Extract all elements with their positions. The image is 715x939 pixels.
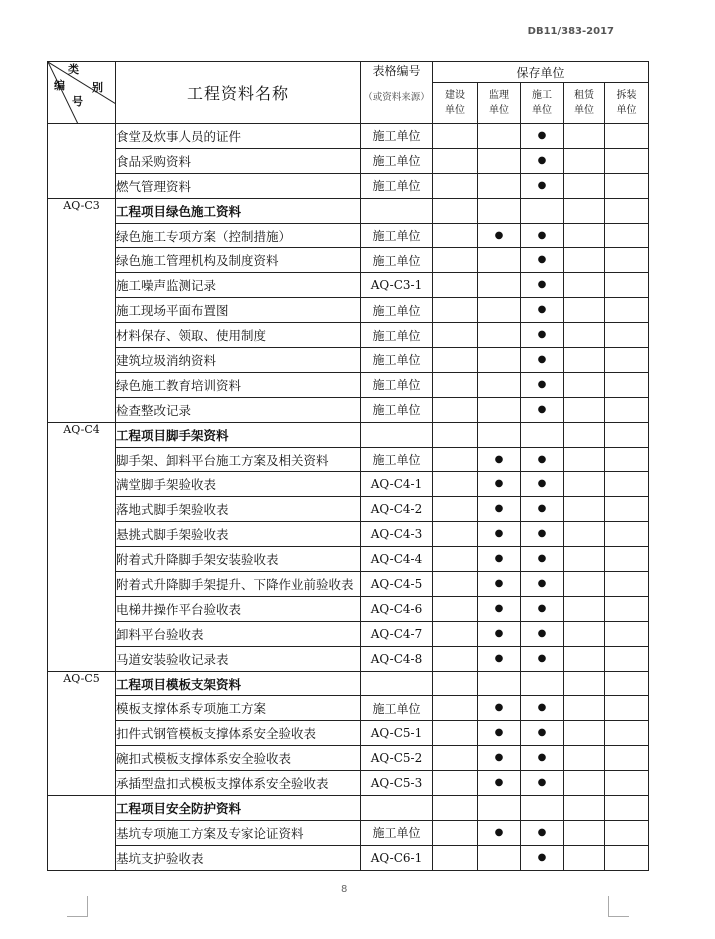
record-name: 附着式升降脚手架提升、下降作业前验收表 [116,572,361,597]
keep-mark-dot-icon: ● [521,372,564,397]
form-code: 施工单位 [361,298,433,323]
keep-mark-dot-icon: ● [521,621,564,646]
keep-mark-0 [433,845,478,870]
keep-mark-4 [605,522,649,547]
keep-mark-dot-icon: ● [521,273,564,298]
keep-mark-4 [605,820,649,845]
keep-mark-1 [478,273,521,298]
table-row [48,223,649,248]
table-body [48,124,649,871]
record-name: 检查整改记录 [116,397,361,422]
keep-mark-dot-icon: ● [478,547,521,572]
keep-mark-0 [433,522,478,547]
form-code: 施工单位 [361,820,433,845]
keep-mark-1 [478,173,521,198]
keep-mark-4 [605,671,649,696]
keep-mark-4 [605,497,649,522]
keep-mark-4 [605,173,649,198]
unit-header-line2: 单位 [616,105,637,116]
form-code: AQ-C5-3 [361,771,433,796]
keep-mark-dot-icon: ● [521,572,564,597]
form-code [361,671,433,696]
keep-mark-3 [564,671,605,696]
keep-mark-0 [433,771,478,796]
keep-mark-dot-icon: ● [521,447,564,472]
table-header [48,62,649,124]
keep-mark-3 [564,572,605,597]
keep-mark-dot-icon: ● [478,746,521,771]
form-code: AQ-C3-1 [361,273,433,298]
keep-mark-1 [478,796,521,821]
keep-mark-dot-icon: ● [521,472,564,497]
keep-mark-0 [433,248,478,273]
form-code: AQ-C4-5 [361,572,433,597]
unit-header-3 [564,83,605,124]
keep-mark-dot-icon: ● [521,298,564,323]
record-name: 基坑专项施工方案及专家论证资料 [116,820,361,845]
form-code: AQ-C4-6 [361,596,433,621]
keep-mark-4 [605,372,649,397]
unit-header-0 [433,83,478,124]
keep-mark-dot-icon: ● [478,596,521,621]
record-name: 碗扣式模板支撑体系安全验收表 [116,746,361,771]
unit-header-line2: 单位 [445,105,465,116]
page-number: 8 [341,884,348,895]
form-code: AQ-C4-1 [361,472,433,497]
keep-mark-dot-icon: ● [521,397,564,422]
table-row [48,273,649,298]
keep-mark-dot-icon: ● [521,522,564,547]
record-name: 施工噪声监测记录 [116,273,361,298]
keep-mark-0 [433,198,478,223]
keep-mark-3 [564,547,605,572]
form-code: AQ-C4-7 [361,621,433,646]
keep-mark-0 [433,397,478,422]
keep-mark-1 [478,323,521,348]
keep-mark-1 [478,671,521,696]
keep-mark-dot-icon: ● [521,696,564,721]
keep-mark-0 [433,596,478,621]
form-code: 施工单位 [361,323,433,348]
keep-mark-1 [478,248,521,273]
keep-mark-4 [605,447,649,472]
keep-mark-4 [605,223,649,248]
keep-mark-4 [605,547,649,572]
keep-mark-dot-icon: ● [521,323,564,348]
corner-diagonal-lines [48,62,116,124]
corner-category-label: 类 [68,63,79,76]
form-code: 施工单位 [361,173,433,198]
keep-mark-3 [564,596,605,621]
form-code: AQ-C4-2 [361,497,433,522]
table-row [48,547,649,572]
code-column-label: 表格编号 [372,64,421,78]
record-name: 绿色施工专项方案（控制措施） [116,223,361,248]
keep-mark-3 [564,298,605,323]
table-row [48,248,649,273]
keep-mark-1 [478,372,521,397]
crop-mark-bottom-left [67,896,88,917]
table-row [48,148,649,173]
keep-mark-4 [605,746,649,771]
keep-mark-0 [433,148,478,173]
keep-mark-dot-icon: ● [478,621,521,646]
keep-mark-3 [564,223,605,248]
form-code: 施工单位 [361,124,433,149]
keep-mark-0 [433,796,478,821]
keep-mark-1 [478,422,521,447]
record-name: 满堂脚手架验收表 [116,472,361,497]
keep-mark-1 [478,397,521,422]
category-code-cell: AQ-C4 [48,422,116,671]
table-row [48,746,649,771]
section-title: 工程项目安全防护资料 [116,796,361,821]
keep-units-header: 保存单位 [433,62,649,83]
keep-mark-0 [433,447,478,472]
record-name: 承插型盘扣式模板支撑体系安全验收表 [116,771,361,796]
keep-mark-0 [433,696,478,721]
keep-mark-dot-icon: ● [521,248,564,273]
record-name: 卸料平台验收表 [116,621,361,646]
keep-mark-0 [433,422,478,447]
table-row [48,323,649,348]
keep-mark-1 [478,124,521,149]
record-name: 食堂及炊事人员的证件 [116,124,361,149]
keep-mark-dot-icon: ● [521,721,564,746]
table-row [48,497,649,522]
record-name: 基坑支护验收表 [116,845,361,870]
keep-mark-0 [433,223,478,248]
section-row [48,422,649,447]
unit-header-line2: 单位 [532,105,552,116]
keep-mark-3 [564,397,605,422]
crop-mark-bottom-right [608,896,629,917]
keep-mark-4 [605,397,649,422]
form-code [361,796,433,821]
record-name: 绿色施工管理机构及制度资料 [116,248,361,273]
keep-mark-4 [605,771,649,796]
keep-mark-4 [605,323,649,348]
unit-header-line1: 建设 [445,90,465,101]
keep-mark-dot-icon: ● [478,497,521,522]
record-name: 建筑垃圾消纳资料 [116,348,361,373]
keep-mark-dot-icon: ● [478,472,521,497]
form-code: AQ-C4-3 [361,522,433,547]
section-row [48,198,649,223]
table-row [48,397,649,422]
keep-mark-dot-icon: ● [521,547,564,572]
keep-mark-0 [433,721,478,746]
form-code: AQ-C5-1 [361,721,433,746]
table-row [48,596,649,621]
keep-mark-3 [564,696,605,721]
keep-mark-dot-icon: ● [478,223,521,248]
category-code-cell [48,124,116,199]
keep-mark-4 [605,422,649,447]
keep-mark-dot-icon: ● [478,721,521,746]
keep-mark-dot-icon: ● [521,820,564,845]
record-name: 马道安装验收记录表 [116,646,361,671]
keep-mark-1 [478,348,521,373]
keep-mark-3 [564,173,605,198]
keep-mark-0 [433,173,478,198]
keep-mark-1 [478,298,521,323]
keep-mark-0 [433,323,478,348]
keep-mark-3 [564,820,605,845]
keep-mark-dot-icon: ● [521,596,564,621]
keep-mark-4 [605,845,649,870]
keep-mark-2 [521,671,564,696]
table-row [48,124,649,149]
keep-mark-4 [605,621,649,646]
keep-mark-dot-icon: ● [521,497,564,522]
keep-mark-3 [564,771,605,796]
keep-mark-0 [433,547,478,572]
table-row [48,646,649,671]
keep-mark-4 [605,348,649,373]
form-code: AQ-C4-4 [361,547,433,572]
form-code: 施工单位 [361,696,433,721]
keep-mark-3 [564,845,605,870]
unit-header-line1: 施工 [532,90,552,101]
record-name: 电梯井操作平台验收表 [116,596,361,621]
corner-id-label-bottom: 号 [72,95,83,108]
keep-mark-dot-icon: ● [521,223,564,248]
keep-mark-0 [433,820,478,845]
record-name: 施工现场平面布置图 [116,298,361,323]
keep-mark-0 [433,572,478,597]
table-row [48,173,649,198]
form-code: 施工单位 [361,148,433,173]
category-code-cell: AQ-C5 [48,671,116,795]
keep-mark-dot-icon: ● [478,646,521,671]
category-code-cell [48,796,116,871]
keep-mark-4 [605,596,649,621]
keep-mark-4 [605,696,649,721]
keep-mark-3 [564,148,605,173]
keep-mark-2 [521,198,564,223]
record-name: 附着式升降脚手架安装验收表 [116,547,361,572]
form-code: AQ-C4-8 [361,646,433,671]
keep-mark-0 [433,746,478,771]
keep-mark-4 [605,198,649,223]
keep-mark-4 [605,472,649,497]
keep-mark-2 [521,796,564,821]
keep-mark-3 [564,248,605,273]
records-table [47,61,649,871]
table-row [48,721,649,746]
table-row [48,447,649,472]
form-code: 施工单位 [361,397,433,422]
keep-mark-3 [564,646,605,671]
record-name: 悬挑式脚手架验收表 [116,522,361,547]
keep-mark-3 [564,124,605,149]
form-code [361,198,433,223]
record-name: 燃气管理资料 [116,173,361,198]
unit-header-line1: 拆装 [616,90,637,101]
unit-header-line1: 租赁 [574,90,594,101]
keep-mark-0 [433,348,478,373]
keep-mark-3 [564,422,605,447]
document-code: DB11/383-2017 [527,26,614,37]
corner-id-label-top: 编 [54,79,65,92]
keep-mark-3 [564,796,605,821]
keep-mark-1 [478,845,521,870]
unit-header-line1: 监理 [489,90,509,101]
keep-mark-dot-icon: ● [478,696,521,721]
table-row [48,572,649,597]
keep-mark-4 [605,124,649,149]
unit-header-line2: 单位 [489,105,509,116]
record-name: 扣件式钢管模板支撑体系安全验收表 [116,721,361,746]
keep-mark-0 [433,273,478,298]
section-title: 工程项目绿色施工资料 [116,198,361,223]
table-row [48,820,649,845]
keep-mark-3 [564,273,605,298]
section-title: 工程项目模板支架资料 [116,671,361,696]
keep-mark-4 [605,646,649,671]
keep-mark-3 [564,497,605,522]
section-title: 工程项目脚手架资料 [116,422,361,447]
keep-mark-3 [564,198,605,223]
keep-mark-3 [564,522,605,547]
category-code-cell: AQ-C3 [48,198,116,422]
keep-mark-dot-icon: ● [478,522,521,547]
record-name: 模板支撑体系专项施工方案 [116,696,361,721]
table-row [48,298,649,323]
keep-mark-3 [564,472,605,497]
section-row [48,671,649,696]
unit-header-2 [521,83,564,124]
keep-mark-4 [605,572,649,597]
record-name: 食品采购资料 [116,148,361,173]
unit-header-line2: 单位 [574,105,594,116]
keep-mark-dot-icon: ● [521,124,564,149]
form-code: 施工单位 [361,348,433,373]
keep-mark-dot-icon: ● [478,447,521,472]
keep-mark-3 [564,323,605,348]
record-name: 落地式脚手架验收表 [116,497,361,522]
form-code: AQ-C5-2 [361,746,433,771]
keep-mark-dot-icon: ● [478,771,521,796]
form-code: AQ-C6-1 [361,845,433,870]
corner-header-cell [48,62,116,124]
form-code: 施工单位 [361,447,433,472]
table-row [48,472,649,497]
table-row [48,348,649,373]
keep-mark-dot-icon: ● [478,820,521,845]
keep-mark-4 [605,721,649,746]
keep-mark-0 [433,472,478,497]
unit-header-1 [478,83,521,124]
code-column-sublabel: （或资料来源） [363,92,430,103]
form-code: 施工单位 [361,372,433,397]
record-name: 绿色施工教育培训资料 [116,372,361,397]
form-code: 施工单位 [361,248,433,273]
keep-mark-dot-icon: ● [521,845,564,870]
code-column-header [361,62,433,124]
keep-mark-dot-icon: ● [521,173,564,198]
form-code: 施工单位 [361,223,433,248]
keep-mark-dot-icon: ● [521,771,564,796]
section-row [48,796,649,821]
keep-mark-dot-icon: ● [521,348,564,373]
name-column-header: 工程资料名称 [116,62,361,124]
table-row [48,771,649,796]
record-name: 材料保存、领取、使用制度 [116,323,361,348]
keep-mark-4 [605,248,649,273]
table-row [48,845,649,870]
keep-mark-0 [433,372,478,397]
keep-mark-dot-icon: ● [521,746,564,771]
keep-mark-4 [605,298,649,323]
keep-mark-3 [564,447,605,472]
keep-mark-0 [433,646,478,671]
keep-mark-dot-icon: ● [478,572,521,597]
keep-mark-4 [605,148,649,173]
keep-mark-3 [564,348,605,373]
keep-mark-3 [564,621,605,646]
keep-mark-dot-icon: ● [521,148,564,173]
form-code [361,422,433,447]
table-row [48,621,649,646]
keep-mark-0 [433,621,478,646]
record-name: 脚手架、卸料平台施工方案及相关资料 [116,447,361,472]
table-row [48,522,649,547]
keep-mark-1 [478,148,521,173]
keep-mark-0 [433,671,478,696]
keep-mark-0 [433,124,478,149]
table-row [48,372,649,397]
keep-mark-0 [433,298,478,323]
unit-header-4 [605,83,649,124]
keep-mark-1 [478,198,521,223]
keep-mark-dot-icon: ● [521,646,564,671]
keep-mark-4 [605,796,649,821]
keep-mark-4 [605,273,649,298]
table-row [48,696,649,721]
keep-mark-3 [564,746,605,771]
keep-mark-0 [433,497,478,522]
keep-mark-2 [521,422,564,447]
corner-separator-label: 别 [92,81,103,94]
keep-mark-3 [564,721,605,746]
keep-mark-3 [564,372,605,397]
